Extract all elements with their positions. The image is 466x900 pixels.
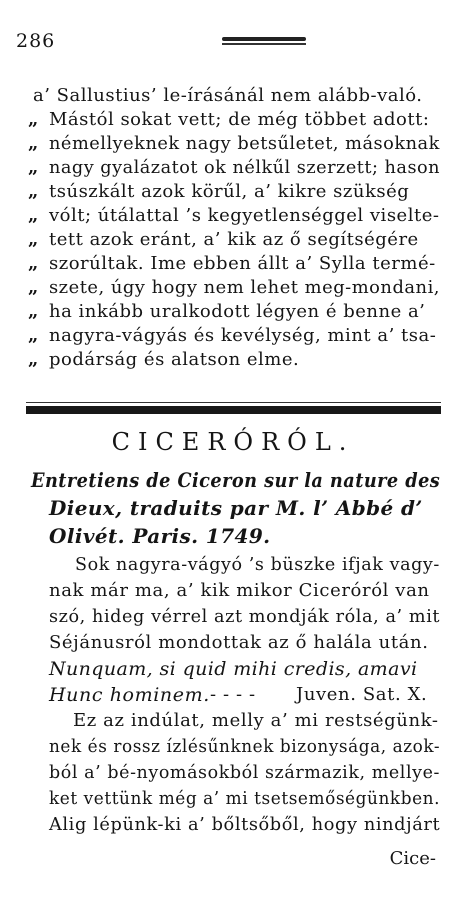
citation-line: Dieux, traduits par M. l’ Abbé d’ [49, 496, 423, 520]
quote-mark: „ [28, 181, 39, 202]
body-text: nek és rossz ízlésűnknek bizonysága, azok- [49, 736, 441, 757]
quote-text: némellyeknek nagy betsűletet, másoknak [49, 133, 440, 154]
quote-text: vólt; útálattal ’s kegyetlenséggel viselte- [49, 205, 440, 226]
quote-text: Mástól sokat vett; de még többet adott: [49, 109, 430, 130]
body-text: ból a’ bé-nyomásokból származik, mellye- [49, 762, 440, 783]
body-text: ket vettünk még a’ mi tsetsemőségünkben. [49, 788, 441, 809]
quote-text: tett azok eránt, a’ kik az ő segítségére [49, 229, 419, 250]
body-text: nak már ma, a’ kik mikor Ciceróról van [49, 580, 430, 601]
header-ornament-rule [222, 37, 306, 41]
body-text: Sok nagyra-vágyó ’s büszke ifjak vagy- [75, 554, 440, 575]
quote-mark: „ [28, 277, 39, 298]
citation-line: Entretiens de Ciceron sur la nature des [31, 468, 441, 492]
quote-text: nagyra-vágyás és kevélység, mint a’ tsa- [49, 325, 437, 346]
quote-mark: „ [28, 229, 39, 250]
latin-quote-dashes: - - - - [210, 684, 256, 705]
quote-text: nagy gyalázatot ok nélkűl szerzett; hason [49, 157, 441, 178]
citation-line: Olivét. Paris. 1749. [49, 524, 271, 548]
quote-mark: „ [28, 325, 39, 346]
quote-mark: „ [28, 133, 39, 154]
section-divider-thick [26, 406, 441, 414]
page-number: 286 [16, 30, 56, 52]
latin-quote-text: Nunquam, si quid mihi credis, amavi [49, 658, 418, 680]
latin-quote-text: Hunc hominem. [49, 684, 210, 706]
latin-quote-reference: Juven. Sat. X. [296, 684, 428, 705]
quote-mark: „ [28, 301, 39, 322]
quote-mark: „ [28, 157, 39, 178]
body-text: Ez az indúlat, melly a’ mi restségünk- [73, 710, 439, 731]
quote-mark: „ [28, 205, 39, 226]
quote-mark: „ [28, 253, 39, 274]
quote-text: tsúszkált azok körűl, a’ kikre szükség [49, 181, 410, 202]
quote-text: szorúltak. Ime ebben állt a’ Sylla termé- [49, 253, 436, 274]
section-divider-thin [26, 402, 441, 403]
quote-mark: „ [28, 109, 39, 130]
quote-text: szete, úgy hogy nem lehet meg-mondani, [49, 277, 440, 298]
catchword: Cice- [389, 848, 436, 869]
quote-text: podárság és alatson elme. [49, 349, 300, 370]
body-text: Séjánusról mondottak az ő halála után. [49, 632, 429, 653]
quote-text: a’ Sallustius’ le-írásánál nem alább-való. [33, 85, 423, 106]
section-title: CICERÓRÓL. [111, 428, 355, 456]
quote-mark: „ [28, 349, 39, 370]
quote-text: ha inkább uralkodott légyen é benne a’ [49, 301, 426, 322]
body-text: Alig lépünk-ki a’ bőltsőből, hogy nindjárt [49, 814, 441, 835]
body-text: szó, hideg vérrel azt mondják róla, a’ mit [49, 606, 441, 627]
